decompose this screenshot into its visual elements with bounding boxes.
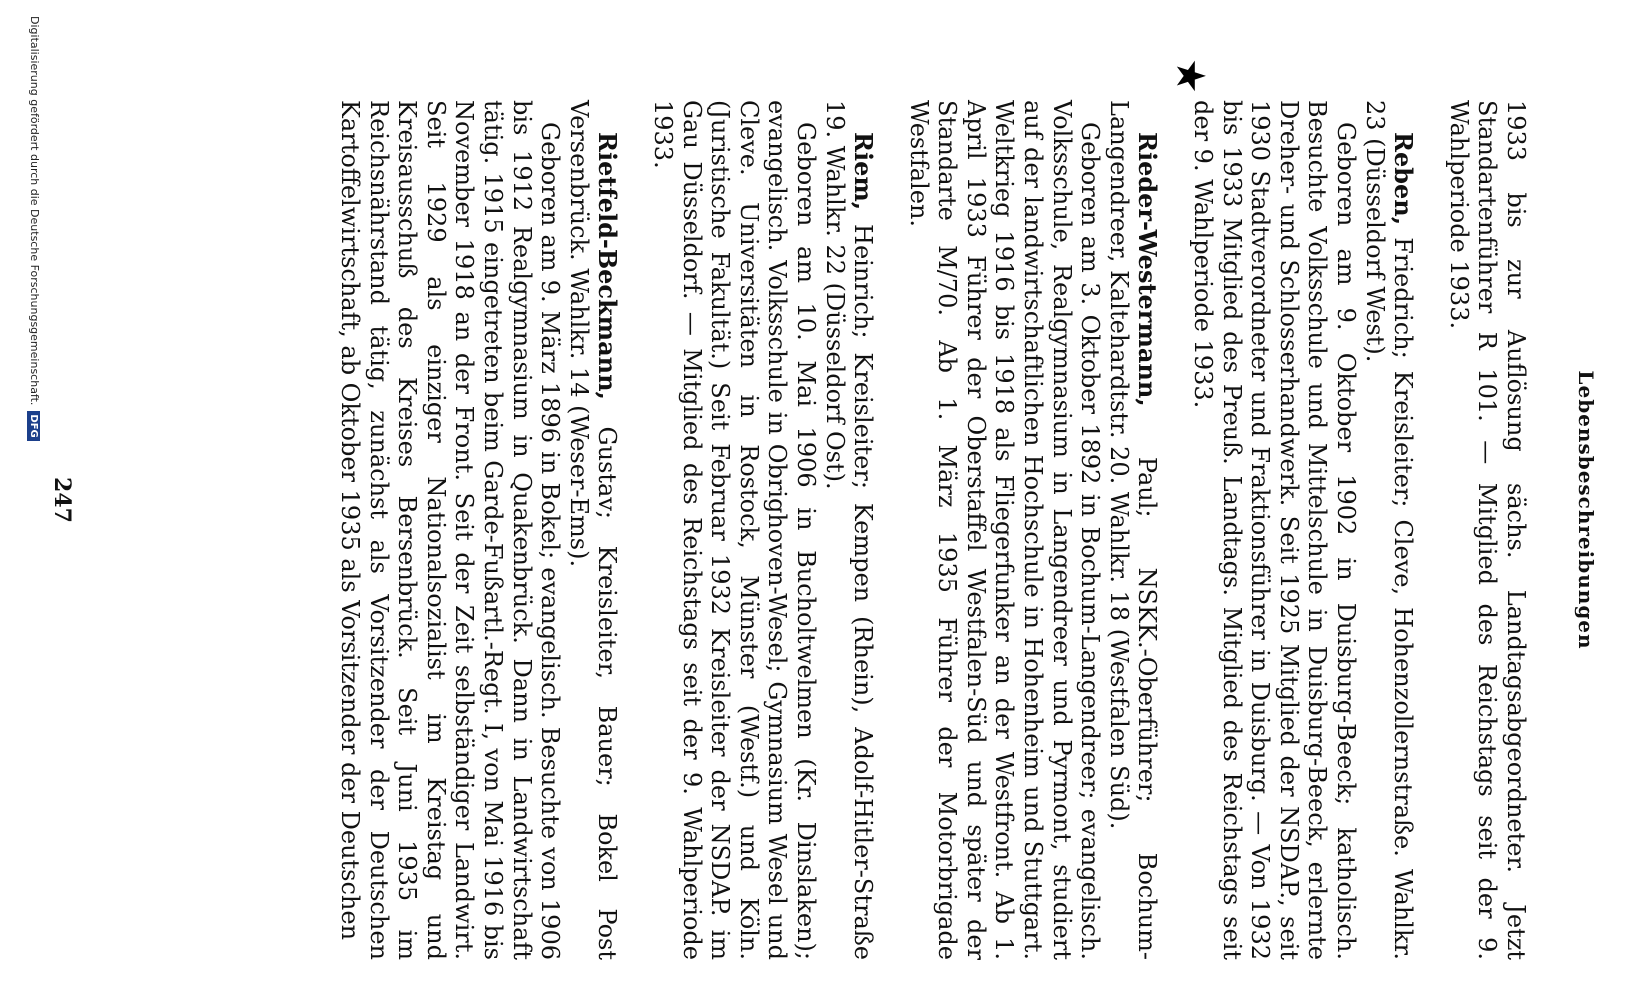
biography-entry	[335, 100, 621, 960]
entry-heading-rest: Paul; NSKK.-Oberführer; Bochum-Langendreer, Kaltehardtstr. 20. Wahlkr. 18 (Westfalen Süd).	[1104, 100, 1162, 960]
continuation-paragraph: 1933 bis zur Auflösung sächs. Landtagsabgeordneter. Jetzt Standartenführer R 101. — Mitglied des Reichstags seit der 9. Wahlperiode 1933.	[1444, 100, 1530, 960]
entry-body	[335, 100, 564, 960]
entry-body-text: Geboren am 3. Oktober 1892 in Bochum-Langendreer; evangelisch. Volksschule, Realgymnasium in Langendreer und Pyrmont, studiert auf der landwirtschaftlichen Hochschule in Hohenheim und Stuttgart. Weltkrieg 1916 bis 1918 als Fliegerfunker an der Westfront. Ab 1. April 1933 Führer der Oberstaffel Westfalen-Süd und später der Standarte M/70. Ab 1. März 1935 Führer der Motorbrigade Westfalen.	[904, 100, 1105, 960]
entry-name: Reben,	[1389, 132, 1419, 226]
digitization-credit	[27, 0, 41, 976]
page-number: 247	[49, 477, 75, 523]
biography-entry	[904, 100, 1161, 960]
entry-heading	[820, 100, 877, 960]
star-icon: ★	[1167, 58, 1213, 94]
entry-heading-rest: Gustav; Kreisleiter, Bauer; Bokel Post Versenbrück. Wahlkr. 14 (Weser-Ems).	[564, 100, 622, 960]
entry-heading	[1104, 100, 1161, 960]
entry-heading-rest: Friedrich; Kreisleiter; Cleve, Hohenzollernstraße. Wahlkr. 23 (Düsseldorf West).	[1360, 100, 1418, 960]
entry-body-text: Geboren am 9. Oktober 1902 in Duisburg-Beeck; katholisch. Besuchte Volksschule und Mittelschule in Duisburg-Beeck, erlernte Dreher- und Schlosserhandwerk. Seit 1925 Mitglied der NSDAP., seit 1930 Stadtverordneter und Fraktionsführer in Duisburg. — Von 1932 bis 1933 Mitglied des Preuß. Landtags. Mitglied des Reichstags seit der 9. Wahlperiode 1933.	[1189, 100, 1361, 960]
entry-body	[648, 100, 820, 960]
entry-body-text: Geboren am 10. Mai 1906 in Bucholtwelmen (Kr. Dinslaken); evangelisch. Volksschule in Obrighoven-Wesel; Gymnasium Wesel und Cleve. Universitäten in Rostock, Münster (Westf.) und Köln. (Juristische Fakultät.) Seit Februar 1932 Kreisleiter der NSDAP. im Gau Düsseldorf. — Mitglied des Reichstags seit der 9. Wahlperiode 1933.	[648, 100, 820, 960]
entry-heading	[1360, 100, 1417, 960]
biography-entry	[648, 100, 877, 960]
entry-body-text: Geboren am 9. März 1896 in Bokel; evangelisch. Besuchte von 1906 bis 1912 Realgymnasium in Quakenbrück. Dann in Landwirtschaft tätig. 1915 eingetreten beim Garde-Fußartl.-Regt. I, von Mai 1916 bis November 1918 an der Front. Seit der Zeit selbständiger Landwirt. Seit 1929 als einziger Nationalsozialist im Kreistag und Kreisausschuß des Kreises Bersenbrück. Seit Juni 1935 im Reichsnährstand tätig, zunächst als Vorsitzender der Deutschen Kartoffelwirtschaft, ab Oktober 1935 als Vorsitzender der Deutschen	[336, 100, 565, 960]
entry-name: Riem,	[849, 132, 879, 211]
entry-name: Rieder-Westermann,	[1133, 132, 1163, 407]
entry-name: Rietfeld-Beckmann,	[593, 132, 623, 400]
running-header: Lebensbeschreibungen	[1574, 370, 1598, 650]
entry-body	[904, 100, 1104, 960]
biography-entry	[1188, 100, 1417, 960]
entry-heading-rest: Heinrich; Kreisleiter; Kempen (Rhein), Adolf-Hitler-Straße 19. Wahlkr. 22 (Düsseldorf Ost).	[820, 100, 878, 960]
credit-text: Digitalisierung gefördert durch die Deutsche Forschungsgemeinschaft.	[28, 16, 41, 406]
entry-heading	[564, 100, 621, 960]
entry-body	[1188, 100, 1360, 960]
text-column	[335, 100, 1530, 960]
dfg-logo: DFG	[28, 411, 41, 440]
